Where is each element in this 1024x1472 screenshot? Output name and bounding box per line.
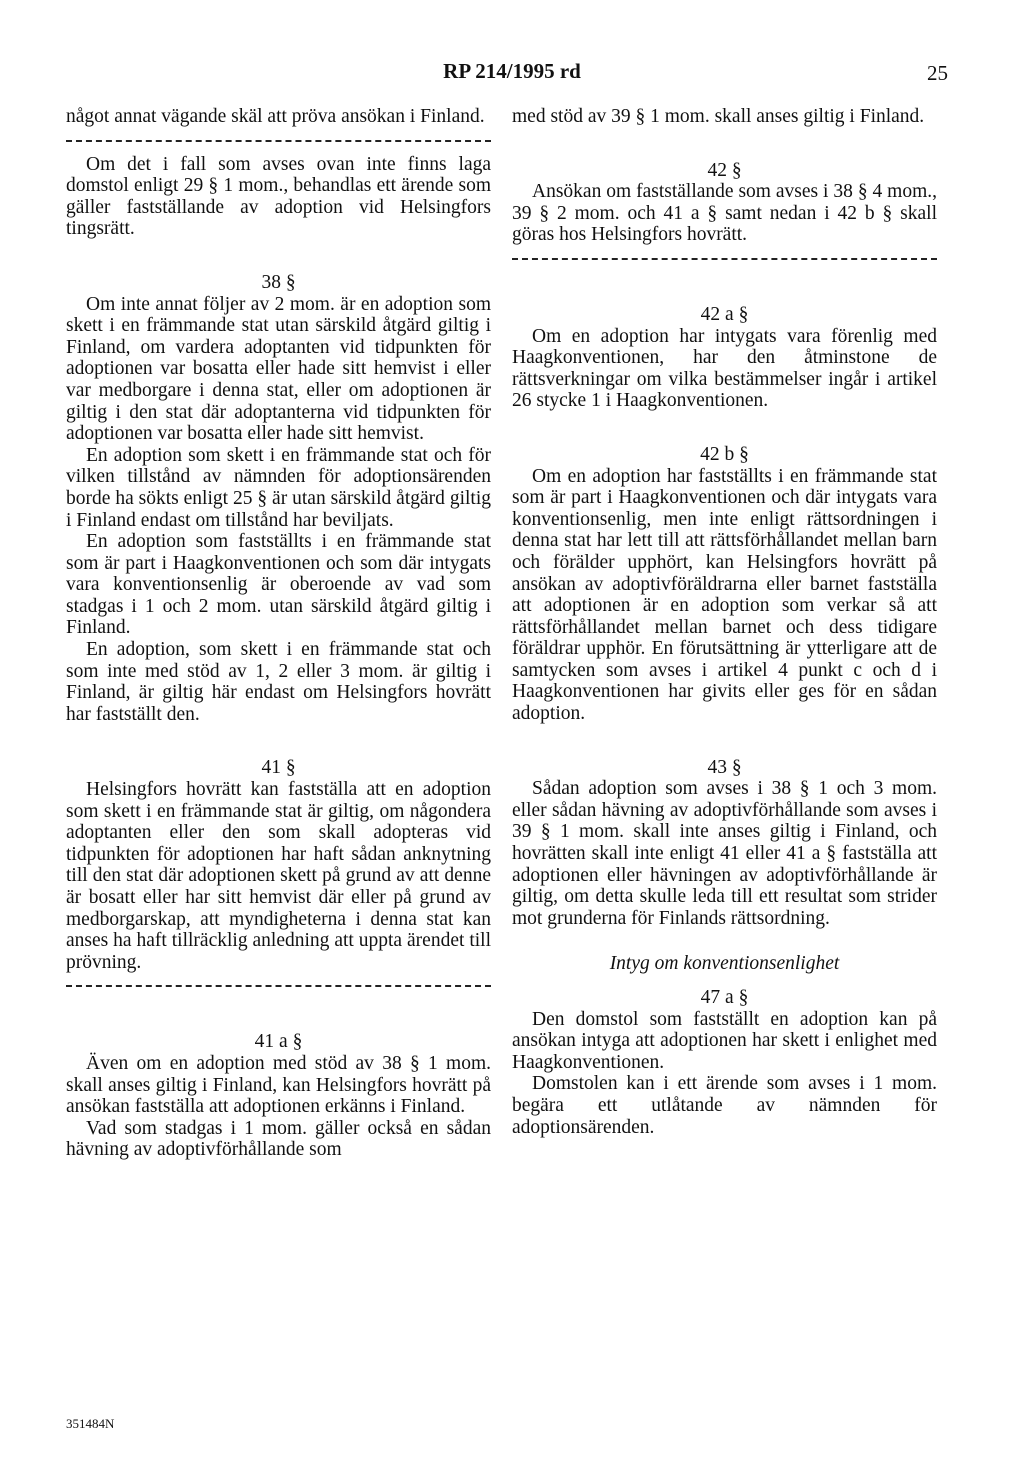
paragraph: med stöd av 39 § 1 mom. skall anses giltig i Finland. <box>512 106 925 127</box>
page-number: 25 <box>927 61 948 85</box>
paragraph: Den domstol som fastställt en adoption kan på ansökan intyga att adoptionen har skett i enlighet med Haagkonventionen. <box>512 1008 937 1073</box>
omission-divider <box>512 258 937 272</box>
paragraph: Om inte annat följer av 2 mom. är en adoption som skett i en främmande stat utan särskild åtgärd giltig i Finland, om vardera adoptanten vid tidpunkten för adoptionen var bosatta eller hade sitt hemvist i eller var medborgare i denna stat, eller om adoptionen är giltig i den stat där adoptanterna vid tidpunkten för adoptionen var bosatta eller hade sitt hemvist. <box>66 293 491 445</box>
right-column <box>512 106 937 1138</box>
section-heading-41a: 41 a § <box>254 1031 303 1053</box>
page-header-title: RP 214/1995 rd <box>443 59 581 83</box>
omission-divider <box>66 140 491 154</box>
paragraph: En adoption som skett i en främmande stat och för vilken tillstånd av nämnden för adoptionsärenden borde ha sökts enligt 25 § är utan särskild åtgärd giltig i Finland endast om tillstånd har beviljats. <box>66 444 491 531</box>
paragraph: Helsingfors hovrätt kan fastställa att en adoption som skett i en främmande stat är giltig, om någondera adoptanten eller den som skall adopteras vid tidpunkten för adoptionen har haft sådan anknytning till den stat där adoptionen skett på grund av att denne är bosatt eller har sitt hemvist där eller på grund av medborgarskap, att myndigheterna i denna stat kan anses ha haft tillräcklig anledning att uppta ärendet till prövning. <box>66 779 491 973</box>
section-heading-42: 42 § <box>707 159 742 181</box>
section-heading-38: 38 § <box>261 271 296 293</box>
section-heading-47a: 47 a § <box>700 987 749 1008</box>
paragraph: Om en adoption har fastställts i en främmande stat som är part i Haagkonventionen och där intygats vara konventionsenlig, men inte enligt rättsordningen i denna stat har lett till att rättsförhållandet mellan barn och förälder upphört, kan Helsingfors hovrätt på ansökan av adoptivföräldrarna eller barnet fastställa att adoptionen är en adoption som verkar så att rättsförhållandet mellan barnet och dess tidigare föräldrar upphör. En förutsättning är ytterligare att de samtycken som avses i artikel 4 punkt c och d i Haagkonventionen har givits eller ges för en sådan adoption. <box>512 465 937 725</box>
omission-divider <box>66 985 491 999</box>
print-code: 351484N <box>66 1416 115 1431</box>
paragraph: Sådan adoption som avses i 38 § 1 och 3 mom. eller sådan hävning av adoptivförhållande som avses i 39 § 1 mom. skall inte anses giltig i Finland, och hovrätten skall inte enligt 41 eller 41 a § fastställa att adoptionen eller hävningen av adoptivförhållande är giltig, om detta skulle leda till ett resultat som strider mot grunderna för Finlands rättsordning. <box>512 778 937 929</box>
section-heading-43: 43 § <box>707 756 742 778</box>
paragraph: Domstolen kan i ett ärende som avses i 1 mom. begära ett utlåtande av nämnden för adoptionsärenden. <box>512 1073 937 1138</box>
paragraph: något annat vägande skäl att pröva ansökan i Finland. <box>66 106 485 127</box>
chapter-heading: Intyg om konventionsenlighet <box>609 953 840 975</box>
paragraph: Om en adoption har intygats vara förenlig med Haagkonventionen, har den åtminstone de rättsverkningar om vilka bestämmelser ingår i artikel 26 stycke 1 i Haagkonventionen. <box>512 325 937 412</box>
section-heading-42a: 42 a § <box>700 303 749 325</box>
paragraph: Om det i fall som avses ovan inte finns laga domstol enligt 29 § 1 mom., behandlas ett ärende som gäller fastställande av adoption vid Helsingfors tingsrätt. <box>66 153 491 240</box>
paragraph: Vad som stadgas i 1 mom. gäller också en sådan hävning av adoptivförhållande som <box>66 1117 491 1161</box>
paragraph: Även om en adoption med stöd av 38 § 1 mom. skall anses giltig i Finland, kan Helsingfors hovrätt på ansökan fastställa att adoptionen erkänns i Finland. <box>66 1052 491 1118</box>
left-column <box>66 106 491 1161</box>
paragraph: En adoption som fastställts i en främmande stat som är part i Haagkonventionen och som där intygats vara konventionsenlig är oberoende av vad som stadgas i 1 och 2 mom. utan särskild åtgärd giltig i Finland. <box>66 531 491 639</box>
paragraph: En adoption, som skett i en främmande stat och som inte med stöd av 1, 2 eller 3 mom. är giltig i Finland, är giltig här endast om Helsingfors hovrätt har fastställt den. <box>66 639 491 725</box>
section-heading-42b: 42 b § <box>700 443 749 465</box>
section-heading-41: 41 § <box>261 757 296 779</box>
paragraph: Ansökan om fastställande som avses i 38 § 4 mom., 39 § 2 mom. och 41 a § samt nedan i 42 b § skall göras hos Helsingfors hovrätt. <box>512 181 937 246</box>
